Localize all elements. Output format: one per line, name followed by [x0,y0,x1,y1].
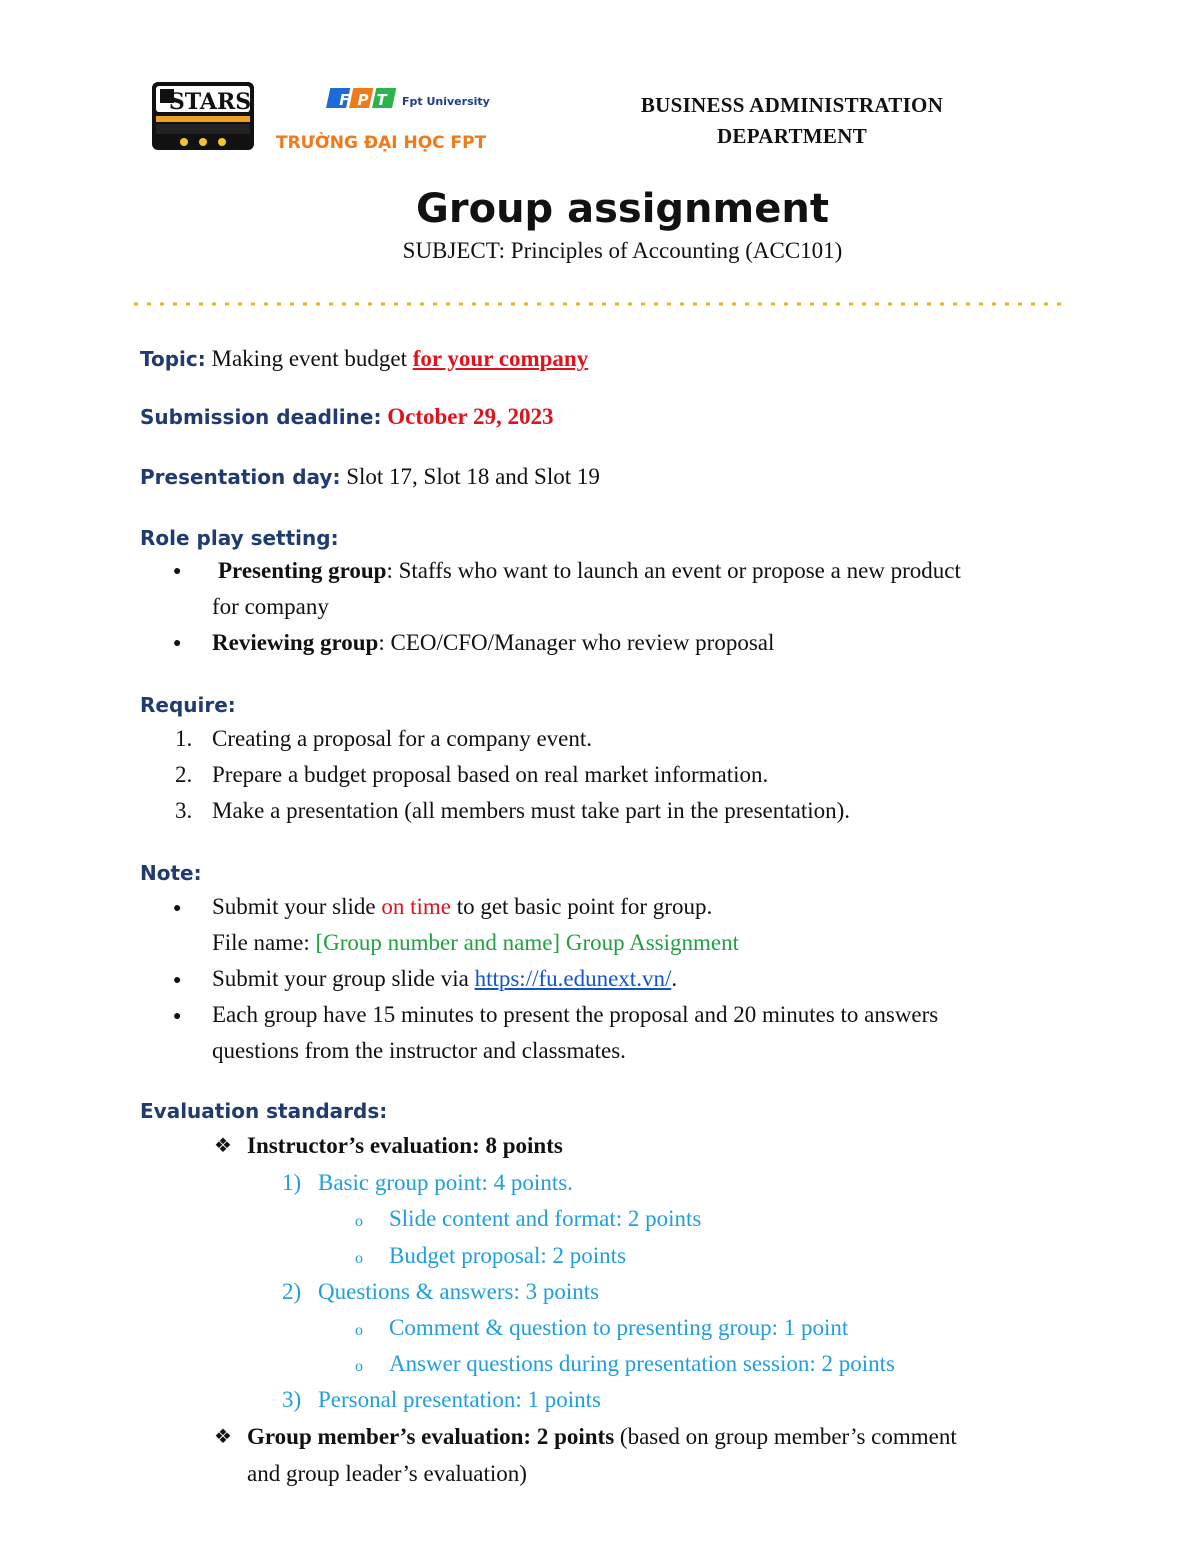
deadline-line [140,402,554,432]
deadline-value: October 29, 2023 [387,404,554,429]
fpt-university-logo [272,80,517,154]
note-item-1-red: on time [381,894,451,919]
presentation-line [140,462,600,492]
topic-text: Making event budget [211,346,407,371]
page-title: Group assignment [416,186,829,232]
file-name-label: File name: [212,930,316,955]
department-name [612,90,972,152]
role-item-presenting-bold: Presenting group [218,558,387,583]
circle-bullet-icon: o [355,1213,363,1230]
eval-sub3-num: 3) [282,1387,302,1412]
subject-line: SUBJECT: Principles of Accounting (ACC101) [402,238,843,263]
eval-sub1-num: 1) [282,1170,302,1195]
eval-sub3: Personal presentation: 1 points [318,1387,601,1412]
bullet-icon: ● [173,564,182,579]
eval-sub1-item-2: Budget proposal: 2 points [389,1243,627,1268]
require-num-3: 3. [175,798,193,823]
note-item-2-pre: Submit your group slide via [212,966,475,991]
fpt-logo-mark: FPT [339,91,395,109]
fpt-logo-vn-name: TRƯỜNG ĐẠI HỌC FPT [276,133,487,153]
department-line-1: BUSINESS ADMINISTRATION [640,93,944,117]
member-evaluation-line-2: and group leader’s evaluation) [247,1461,527,1486]
require-item-2: Prepare a budget proposal based on real market information. [212,762,769,787]
evaluation-heading: Evaluation standards: [140,1099,388,1123]
eval-sub2-num: 2) [282,1279,302,1304]
eval-sub1: Basic group point: 4 points. [318,1170,573,1195]
circle-bullet-icon: o [355,1322,363,1339]
topic-label: Topic: [140,347,206,371]
member-evaluation-bold: Group member’s evaluation: 2 points [247,1424,615,1449]
presentation-label: Presentation day: [140,465,341,489]
fpt-logo-university: Fpt University [402,95,490,108]
bullet-icon: ● [173,636,182,651]
note-file-name [212,928,739,958]
bullet-icon: ● [173,973,182,988]
role-item-presenting-text: : Staffs who want to launch an event or propose a new product [386,558,961,583]
topic-highlight: for your company [412,346,589,371]
eval-sub2-item-2: Answer questions during presentation session: 2 points [389,1351,895,1376]
require-item-3: Make a presentation (all members must take part in the presentation). [212,798,851,823]
edunext-link[interactable]: https://fu.edunext.vn/ [474,966,672,991]
file-name-value: [Group number and name] Group Assignment [315,930,739,955]
note-item-1-post: to get basic point for group. [450,894,713,919]
role-item-presenting [218,556,961,586]
instructor-evaluation: Instructor’s evaluation: 8 points [247,1133,563,1158]
department-line-2: DEPARTMENT [716,124,868,148]
divider [134,293,1062,297]
role-item-reviewing-bold: Reviewing group [212,630,379,655]
member-evaluation [247,1422,957,1452]
role-item-presenting-cont: for company [212,594,329,619]
require-heading: Require: [140,693,236,717]
note-item-1 [212,892,712,922]
note-item-3-line-1: Each group have 15 minutes to present the proposal and 20 minutes to answers [212,1002,939,1027]
stars-logo [150,80,256,152]
eval-sub1-item-1: Slide content and format: 2 points [389,1206,702,1231]
diamond-bullet-icon: ❖ [214,1426,232,1448]
note-item-2 [212,964,677,994]
bullet-icon: ● [173,901,182,916]
topic-line [140,344,588,374]
circle-bullet-icon: o [355,1250,363,1267]
diamond-bullet-icon: ❖ [214,1135,232,1157]
require-num-2: 2. [175,762,193,787]
stars-logo-text: STARS [168,89,252,115]
require-item-1: Creating a proposal for a company event. [212,726,593,751]
presentation-value: Slot 17, Slot 18 and Slot 19 [346,464,600,489]
role-item-reviewing-text: : CEO/CFO/Manager who review proposal [378,630,775,655]
note-item-2-post: . [671,966,678,991]
note-item-3-line-2: questions from the instructor and classmates. [212,1038,626,1063]
note-heading: Note: [140,861,202,885]
deadline-label: Submission deadline: [140,405,382,429]
bullet-icon: ● [173,1009,182,1024]
eval-sub2: Questions & answers: 3 points [318,1279,600,1304]
role-play-heading: Role play setting: [140,526,339,550]
eval-sub2-item-1: Comment & question to presenting group: 1 point [389,1315,849,1340]
note-item-1-pre: Submit your slide [212,894,382,919]
circle-bullet-icon: o [355,1358,363,1375]
role-item-reviewing [212,628,774,658]
member-evaluation-text: (based on group member’s comment [614,1424,957,1449]
require-num-1: 1. [175,726,193,751]
